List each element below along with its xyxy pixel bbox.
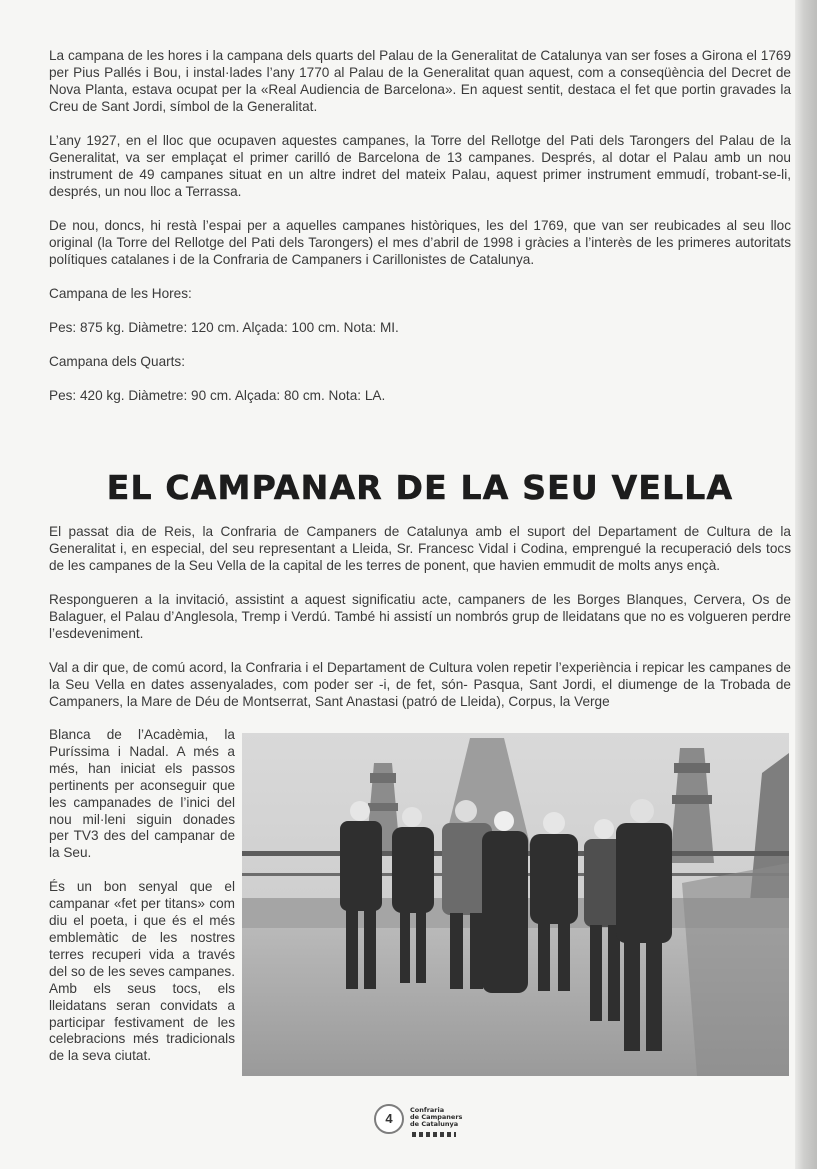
bell-quarters-specs: Pes: 420 kg. Diàmetre: 90 cm. Alçada: 80 cm. Nota: LA. — [49, 388, 386, 403]
paragraph: De nou, doncs, hi restà l’espai per a aquelles campanes històriques, les del 1769, que van ser reubicades al seu lloc original (la Torre del Rellotge del Pati dels Tarongers) el mes d’abril de 1998 i gràcies a l’interès de les primeres autoritats polítiques catalanes i de la Confraria de Campaners i Carillonistes de Catalunya. — [49, 218, 791, 267]
page-footer — [370, 1100, 490, 1146]
paragraph: Blanca de l’Acadèmia, la Puríssima i Nadal. A més a més, han iniciat els passos pertinents per aconseguir que les campanades de l’inici del nou mil·leni siguin donades per TV3 des del campanar de la Seu. — [49, 727, 235, 861]
bell-hours-specs: Pes: 875 kg. Diàmetre: 120 cm. Alçada: 100 cm. Nota: MI. — [49, 320, 399, 335]
logo-line: de Campaners — [410, 1113, 463, 1122]
paragraph: La campana de les hores i la campana dels quarts del Palau de la Generalitat de Catalunya van ser foses a Girona el 1769 per Pius Pallés i Bou, i instal·lades l’any 1770 al Palau de la Generalitat quan aquest, com a conseqüència del Decret de Nova Planta, estava ocupat per la «Real Audiencia de Barcelona». En aquest sentit, destaca el fet que portin gravades la Creu de Sant Jordi, símbol de la Generalitat. — [49, 48, 791, 114]
group-photo-icon — [242, 733, 789, 1076]
page-number: 4 — [374, 1104, 404, 1134]
logo-line: de Catalunya — [410, 1120, 459, 1129]
palau-bells-article — [49, 47, 791, 404]
publisher-logo — [410, 1107, 462, 1129]
seu-vella-article — [49, 523, 791, 710]
paragraph: Val a dir que, de comú acord, la Confraria i el Departament de Cultura volen repetir l’experiència i repicar les campanes de la Seu Vella en dates assenyalades, com poder ser -i, de fet, són- Pasqua, Sant Jordi, el diumenge de la Trobada de Campaners, la Mare de Déu de Montserrat, Sant Anastasi (patró de Lleida), Corpus, la Verge — [49, 660, 791, 709]
wrapped-text-column — [49, 727, 235, 1065]
logo-stripes-icon — [412, 1132, 456, 1137]
group-photo — [242, 733, 789, 1076]
paragraph: Respongueren a la invitació, assistint a aquest significatiu acte, campaners de les Borges Blanques, Cervera, Os de Balaguer, el Palau d’Anglesola, Tremp i Verdú. També hi assistí un nombrós grup de lleidatans que no es volgueren perdre l’esdeveniment. — [49, 592, 791, 641]
logo-line: Confraria — [410, 1106, 445, 1114]
paragraph: L’any 1927, en el lloc que ocupaven aquestes campanes, la Torre del Rellotge del Pati dels Tarongers del Palau de la Generalitat, va ser emplaçat el primer carilló de Barcelona de 13 campanes. Després, al dotar el Palau amb un nou instrument de 49 campanes situat en un altre indret del mateix Palau, aquest primer instrument emmudí, trobant-se-li, després, un nou lloc a Terrassa. — [49, 133, 791, 199]
bell-hours-label: Campana de les Hores: — [49, 286, 192, 301]
paragraph: El passat dia de Reis, la Confraria de Campaners de Catalunya amb el suport del Departament de Cultura de la Generalitat i, en especial, del seu representant a Lleida, Sr. Francesc Vidal i Codina, emprengué la recuperació dels tocs de les campanes de la Seu Vella de la capital de les terres de ponent, que havien emmudit de molts anys ençà. — [49, 524, 791, 573]
paragraph: És un bon senyal que el campanar «fet per titans» com diu el poeta, i que és el més emblemàtic de les nostres terres recuperi vida a través del so de les seves campanes. Amb els seus tocs, els lleidatans seran convidats a participar festivament de les celebracions més tradicionals de la seva ciutat. — [49, 879, 235, 1064]
section-title: EL CAMPANAR DE LA SEU VELLA — [106, 468, 734, 507]
page-edge — [795, 0, 817, 1169]
bell-quarters-label: Campana dels Quarts: — [49, 354, 186, 369]
